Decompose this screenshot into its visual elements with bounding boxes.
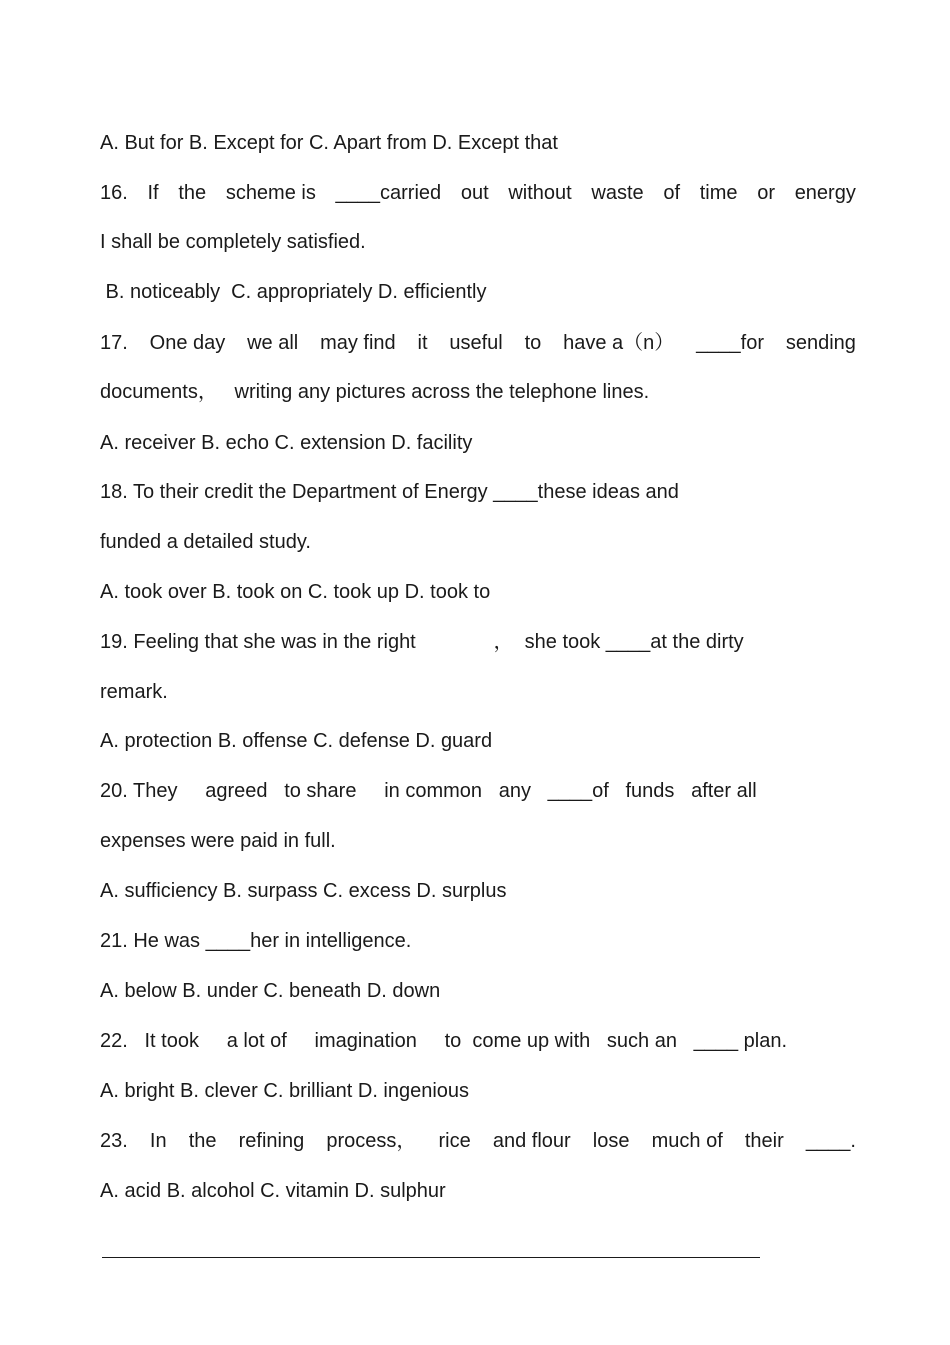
q23-token: and flour [492, 1130, 571, 1152]
q19-stem: 19. Feeling that she was in the right ， she took ____at the dirty [100, 631, 744, 653]
q17-stem [100, 331, 856, 355]
q17-token: useful [449, 332, 503, 354]
q20-stem: 20. They agreed to share in common any ____of funds after all [100, 780, 757, 802]
q16-token: the [178, 182, 207, 204]
q16-options: B. noticeably C. appropriately D. efficiently [100, 281, 487, 303]
q16-stem-cont: I shall be completely satisfied. [100, 231, 366, 253]
q16-token: ____carried [335, 182, 442, 204]
q16-token: If [147, 182, 159, 204]
q16-token: time [699, 182, 738, 204]
q19-stem-cont: remark. [100, 681, 168, 703]
q17-token: it [417, 332, 428, 354]
q17-token: may find [320, 332, 396, 354]
q23-token: In [149, 1130, 167, 1152]
q15-options: A. But for B. Except for C. Apart from D. Except that [100, 132, 558, 154]
q23-stem [100, 1129, 856, 1153]
footer-divider [102, 1257, 760, 1258]
q16-token: or [757, 182, 775, 204]
q18-options: A. took over B. took on C. took up D. took to [100, 581, 491, 603]
q16-token: scheme is [225, 182, 316, 204]
q17-options: A. receiver B. echo C. extension D. facility [100, 432, 473, 454]
q16-stem [100, 181, 856, 205]
q19-options: A. protection B. offense C. defense D. guard [100, 730, 493, 752]
q23-token: ____. [805, 1130, 856, 1152]
q17-token: ____for [696, 332, 764, 354]
q23-token: the [188, 1130, 217, 1152]
q16-token: without [508, 182, 572, 204]
q23-token: much of [651, 1130, 723, 1152]
q16-token: waste [591, 182, 644, 204]
q20-options: A. sufficiency B. surpass C. excess D. surplus [100, 880, 507, 902]
q18-stem-cont: funded a detailed study. [100, 531, 311, 553]
q16-token: 16. [100, 182, 128, 204]
q17-token: One day [149, 332, 226, 354]
q17-token: have a（n） [563, 332, 675, 354]
q20-stem-cont: expenses were paid in full. [100, 830, 336, 852]
q16-token: out [460, 182, 489, 204]
q21-options: A. below B. under C. beneath D. down [100, 980, 441, 1002]
q17-token: sending [785, 332, 856, 354]
q23-token: rice [438, 1130, 471, 1152]
q17-token: 17. [100, 332, 128, 354]
q23-token: process， [326, 1130, 417, 1152]
q23-token: refining [238, 1130, 305, 1152]
q22-options: A. bright B. clever C. brilliant D. ingenious [100, 1080, 470, 1102]
q23-token: 23. [100, 1130, 128, 1152]
q23-options: A. acid B. alcohol C. vitamin D. sulphur [100, 1180, 446, 1202]
q23-token: lose [592, 1130, 630, 1152]
q22-stem: 22. It took a lot of imagination to come up with such an ____ plan. [100, 1030, 788, 1052]
q16-token: energy [794, 182, 856, 204]
q18-stem: 18. To their credit the Department of Energy ____these ideas and [100, 481, 679, 503]
q23-token: their [744, 1130, 784, 1152]
q17-token: to [524, 332, 542, 354]
q16-token: of [663, 182, 681, 204]
q21-stem: 21. He was ____her in intelligence. [100, 930, 412, 952]
q17-stem-cont: documents， writing any pictures across the telephone lines. [100, 381, 650, 403]
q17-token: we all [247, 332, 299, 354]
